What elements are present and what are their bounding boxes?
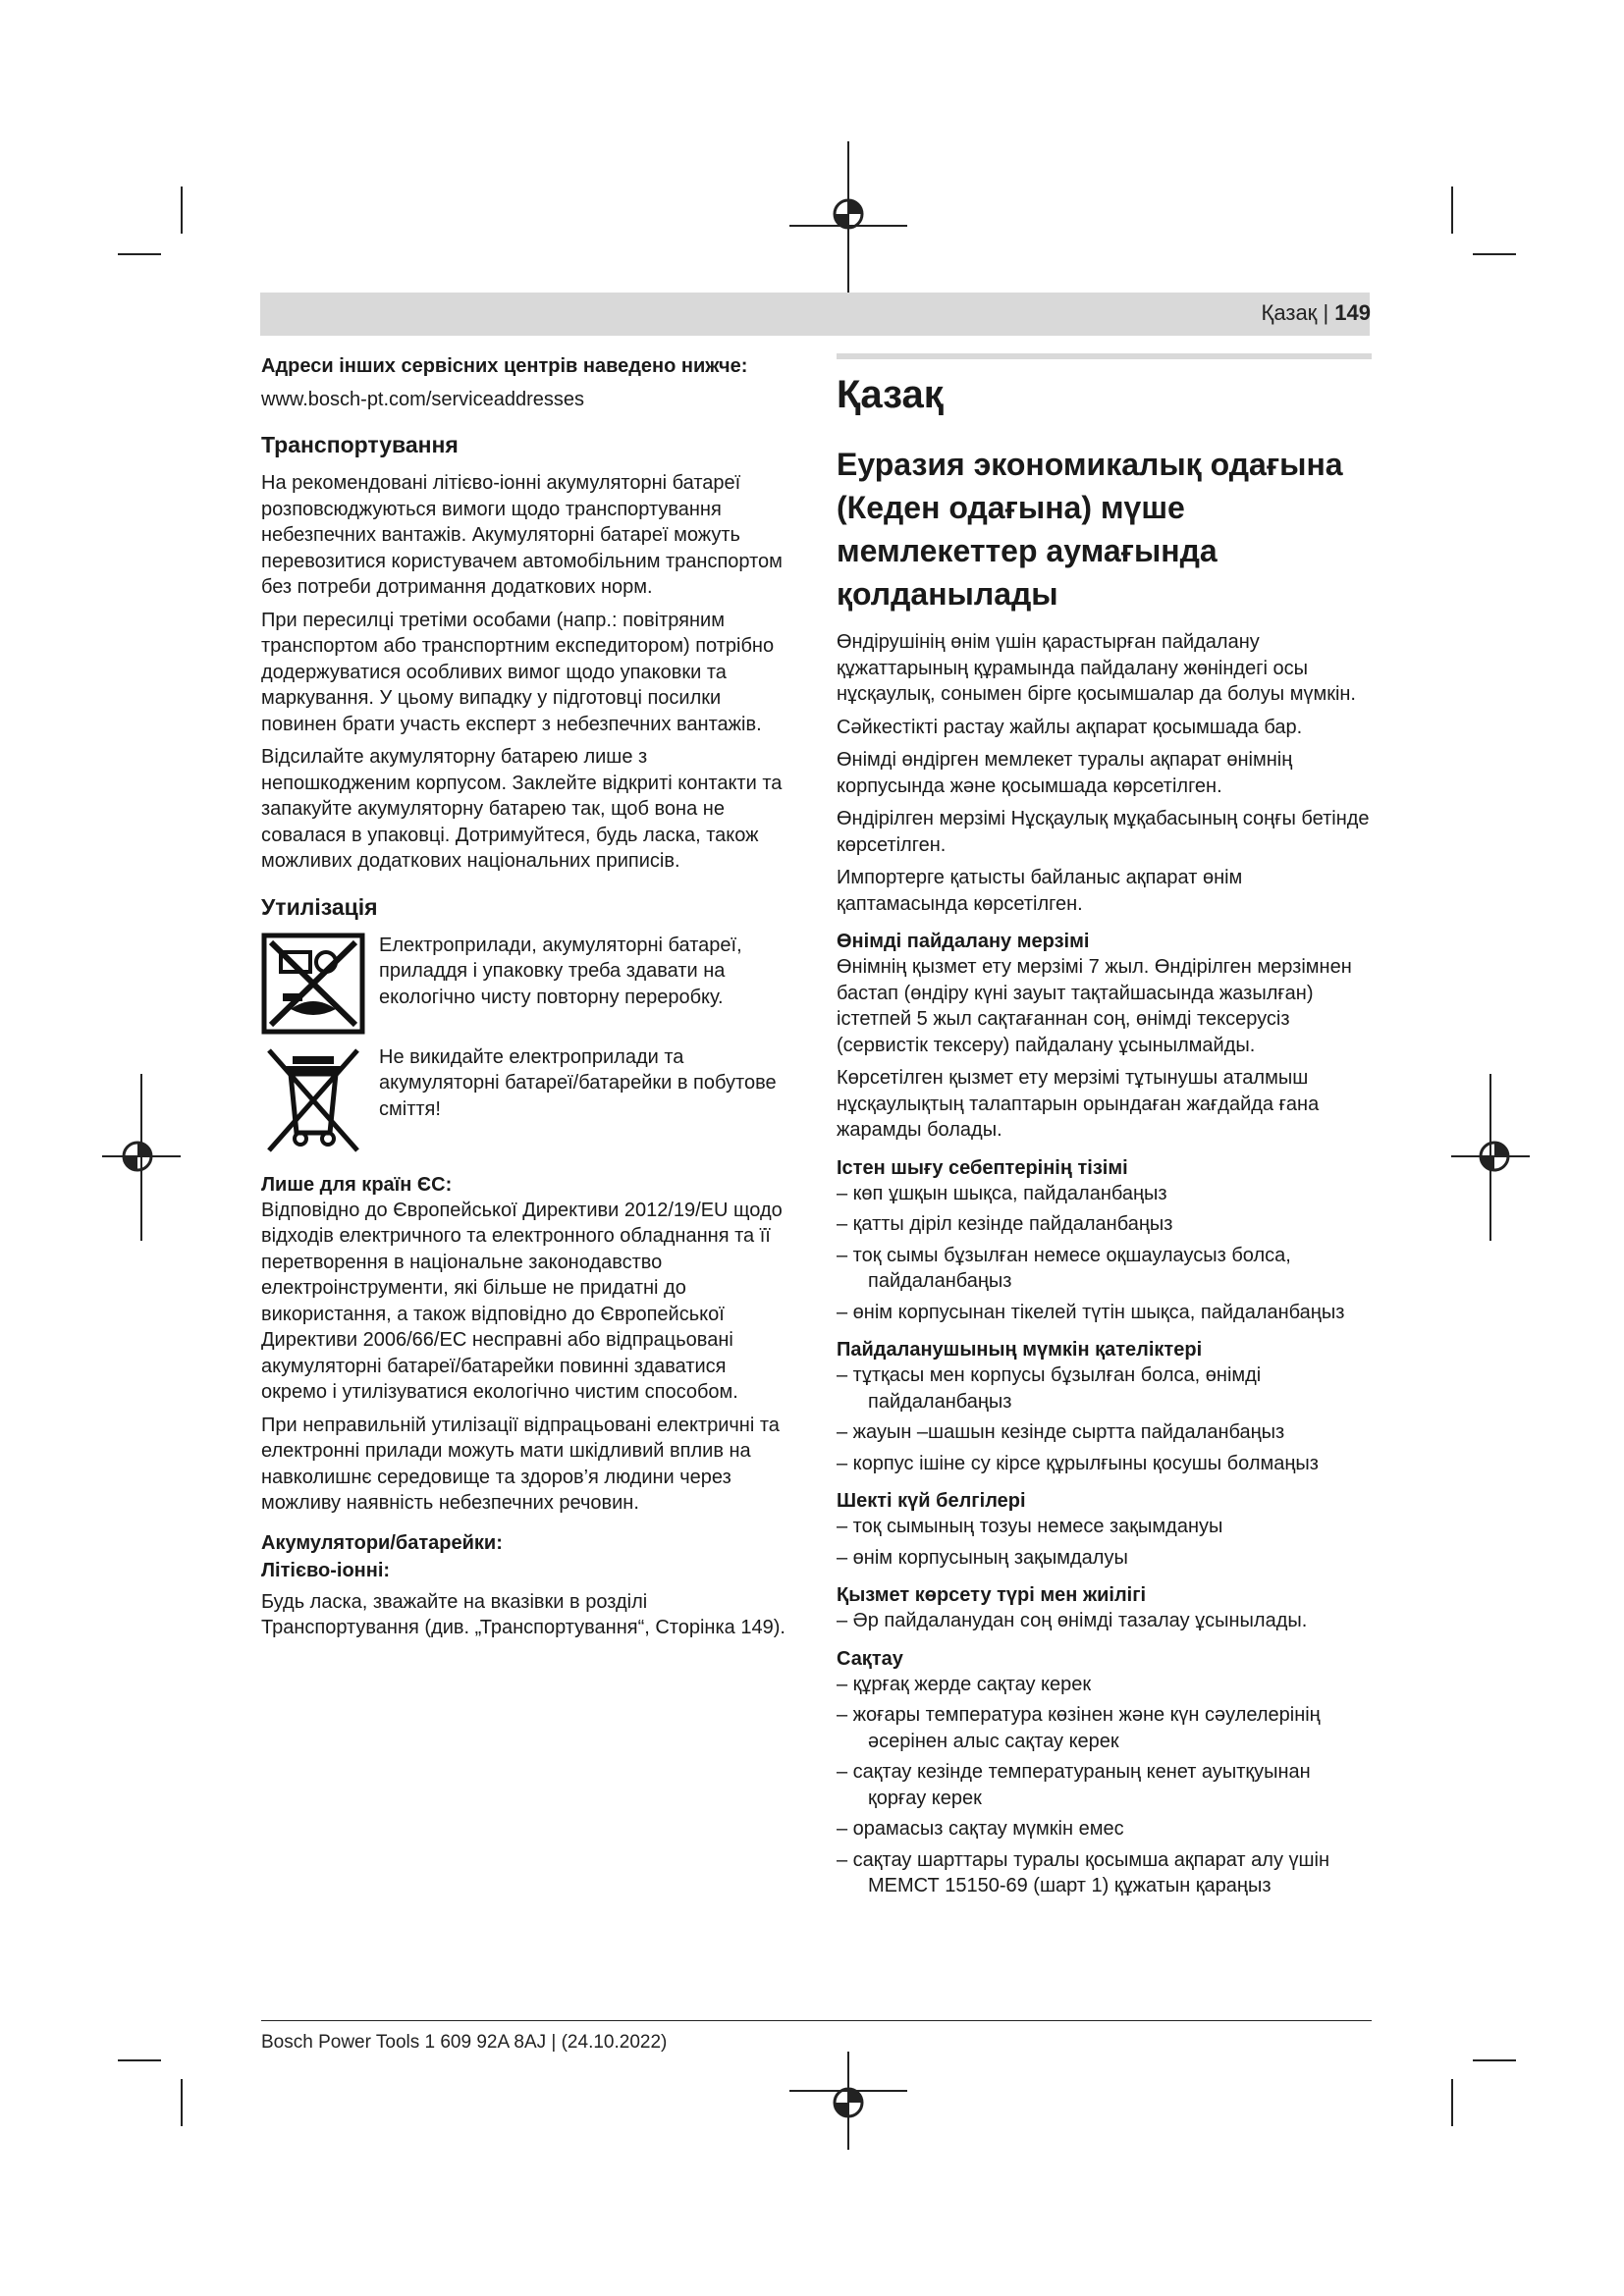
list-item: – қатты діріл кезінде пайдаланбаңыз (837, 1213, 1173, 1235)
section-rule (837, 353, 1372, 359)
registration-mark-right (1451, 1074, 1530, 1241)
page-number: 149 (1334, 300, 1371, 325)
service-addresses-title: Адреси інших сервісних центрів наведено нижче: (261, 355, 748, 377)
disposal-bin-block (261, 1044, 796, 1154)
transport-heading: Транспортування (261, 432, 459, 457)
crop-mark-bottom-left-v (181, 2079, 183, 2126)
service-life-paragraph-1: Өнімнің қызмет ету мерзімі 7 жыл. Өндірілген мерзімнен бастап (өндіру күні зауыт тақтайшасында жазылған) істетпей 5 жыл сақтағаннан соң, өнімді тексерусіз (сервистік тексеру) пайдалану ұсынылмайды. (837, 956, 1352, 1056)
list-item: – тоқ сымы бұзылған немесе оқшаулаусыз болса, пайдаланбаңыз (837, 1244, 1291, 1292)
maintenance-heading: Қызмет көрсету түрі мен жиілігі (837, 1584, 1147, 1606)
header-separator: | (1323, 300, 1329, 325)
left-column (261, 353, 796, 1648)
service-addresses-url[interactable]: www.bosch-pt.com/serviceaddresses (261, 388, 585, 410)
limit-state-heading: Шекті күй белгілері (837, 1490, 1026, 1512)
right-paragraph-4: Өндірілген мерзімі Нұсқаулық мұқабасының соңғы бетінде көрсетілген. (837, 808, 1370, 856)
registration-mark-bottom (789, 2052, 907, 2150)
transport-paragraph-3: Відсилайте акумуляторну батарею лише з непошкодженим корпусом. Заклейте відкриті контакти та запакуйте акумуляторну батарею так, щоб вона не совалася в упаковці. Дотримуйтеся, будь ласка, також можливих додаткових національних приписів. (261, 746, 783, 872)
failure-causes-heading: Істен шығу себептерінің тізімі (837, 1156, 1128, 1179)
list-item: – көп ұшқын шықса, пайдаланбаңыз (837, 1182, 1167, 1204)
user-errors-heading: Пайдаланушының мүмкін қателіктері (837, 1339, 1203, 1361)
list-item: – орамасыз сақтау мүмкін емес (837, 1818, 1124, 1840)
crop-mark-bottom-right-v (1451, 2079, 1453, 2126)
disposal-heading: Утилізація (261, 893, 378, 920)
user-errors-list (837, 1362, 1372, 1476)
disposal-bin-text: Не викидайте електроприлади та акумуляторні батареї/батарейки в побутове сміття! (379, 1045, 777, 1120)
crop-mark-bottom-right-h (1473, 2059, 1516, 2061)
crop-mark-top-left-h (118, 253, 161, 255)
list-item: – жауын –шашын кезінде сыртта пайдаланбаңыз (837, 1421, 1285, 1443)
list-item: – сақтау кезінде температураның кенет ауытқуынан қорғау керек (837, 1761, 1311, 1809)
crossed-bin-icon (261, 1044, 365, 1154)
list-item: – сақтау шарттары туралы қосымша ақпарат алу үшін МЕМСТ 15150-69 (шарт 1) құжатын қараңыз (837, 1848, 1330, 1896)
list-item: – құрғақ жерде сақтау керек (837, 1673, 1092, 1695)
crop-mark-top-right-v (1451, 187, 1453, 234)
list-item: – корпус ішіне су кірсе құрылғыны қосушы болмаңыз (837, 1452, 1319, 1474)
storage-heading: Сақтау (837, 1647, 903, 1670)
header-band (260, 293, 1370, 336)
list-item: – жоғары температура көзінен және күн сәулелерінің әсерінен алыс сақтау керек (837, 1704, 1321, 1752)
service-life-paragraph-2: Көрсетілген қызмет ету мерзімі тұтынушы аталмыш нұсқаулықтың талаптарын орындаған жағдайда ғана жарамды болады. (837, 1067, 1320, 1141)
eu-paragraph-2: При неправильній утилізації відпрацьовані електричні та електронні прилади можуть мати шкідливий вплив на навколишнє середовище та здоров’я людини через можливу наявність небезпечних речовин. (261, 1414, 780, 1514)
li-ion-paragraph: Будь ласка, зважайте на вказівки в розділі Транспортування (див. „Транспортування“, Сторінка 149). (261, 1590, 785, 1638)
service-life-heading: Өнімді пайдалану мерзімі (837, 931, 1090, 952)
crop-mark-top-left-v (181, 187, 183, 234)
language-title: Қазақ (837, 373, 944, 416)
disposal-recycle-text: Електроприлади, акумуляторні батареї, приладдя і упаковку треба здавати на екологічно чисту повторну переробку. (379, 934, 742, 1008)
maintenance-list (837, 1608, 1372, 1634)
header-section: Қазақ (1261, 300, 1318, 325)
storage-list (837, 1672, 1372, 1899)
registration-mark-top (789, 141, 907, 293)
li-ion-heading: Літієво-іонні: (261, 1559, 391, 1581)
recycling-symbol-icon (261, 933, 365, 1035)
disposal-recycle-block (261, 933, 796, 1035)
eu-heading: Лише для країн ЄС: (261, 1173, 453, 1196)
list-item: – Әр пайдаланудан соң өнімді тазалау ұсынылады. (837, 1610, 1308, 1631)
transport-paragraph-2: При пересилці третіми особами (напр.: повітряним транспортом або транспортним експедитором) потрібно додержуватися особливих вимог щодо упаковки та маркування. У цьому випадку у підготовці посилки повинен брати участь експерт з небезпечних вантажів. (261, 609, 775, 735)
right-paragraph-2: Сәйкестікті растау жайлы ақпарат қосымшада бар. (837, 716, 1303, 738)
failure-causes-list (837, 1181, 1372, 1326)
transport-paragraph-1: На рекомендовані літієво-іонні акумуляторні батареї розповсюджуються вимоги щодо транспортування небезпечних вантажів. Акумуляторні батареї можуть перевозитися користувачем автомобільним транспортом без потреби дотримання додаткових норм. (261, 472, 783, 598)
limit-state-list (837, 1514, 1372, 1571)
right-paragraph-3: Өнімді өндірген мемлекет туралы ақпарат өнімнің корпусында және қосымшада көрсетілген. (837, 749, 1293, 797)
page-header (1262, 300, 1371, 326)
list-item: – тұтқасы мен корпусы бұзылған болса, өнімді пайдаланбаңыз (837, 1364, 1262, 1413)
footer-rule (261, 2020, 1372, 2021)
registration-mark-left (102, 1074, 181, 1241)
list-item: – өнім корпусының зақымдалуы (837, 1546, 1128, 1569)
eaeu-heading: Еуразия экономикалық одағына (Кеден одағына) мүше мемлекеттер аумағында қолданылады (837, 447, 1343, 612)
list-item: – өнім корпусынан тікелей түтін шықса, пайдаланбаңыз (837, 1301, 1345, 1323)
list-item: – тоқ сымының тозуы немесе зақымдануы (837, 1516, 1223, 1537)
right-paragraph-5: Импортерге қатысты байланыс ақпарат өнім қаптамасында көрсетілген. (837, 867, 1243, 915)
right-column (837, 353, 1372, 1904)
right-paragraph-1: Өндірушінің өнім үшін қарастырған пайдалану құжаттарының құрамында пайдалану жөніндегі осы нұсқаулық, сонымен бірге қосымшалар да болуы мүмкін. (837, 631, 1356, 705)
page-footer: Bosch Power Tools 1 609 92A 8AJ | (24.10.2022) (261, 2032, 668, 2053)
crop-mark-top-right-h (1473, 253, 1516, 255)
eu-paragraph-1: Відповідно до Європейської Директиви 2012/19/EU щодо відходів електричного та електронного обладнання та її перетворення в національне законодавство електроінструменти, які більше не придатні до використання, а також відповідно до Європейської Директиви 2006/66/EC несправні або відпрацьовані акумуляторні батареї/батарейки повинні здаватися окремо і утилізуватися екологічно чистим способом. (261, 1199, 783, 1403)
crop-mark-bottom-left-h (118, 2059, 161, 2061)
batteries-heading: Акумулятори/батарейки: (261, 1531, 503, 1554)
